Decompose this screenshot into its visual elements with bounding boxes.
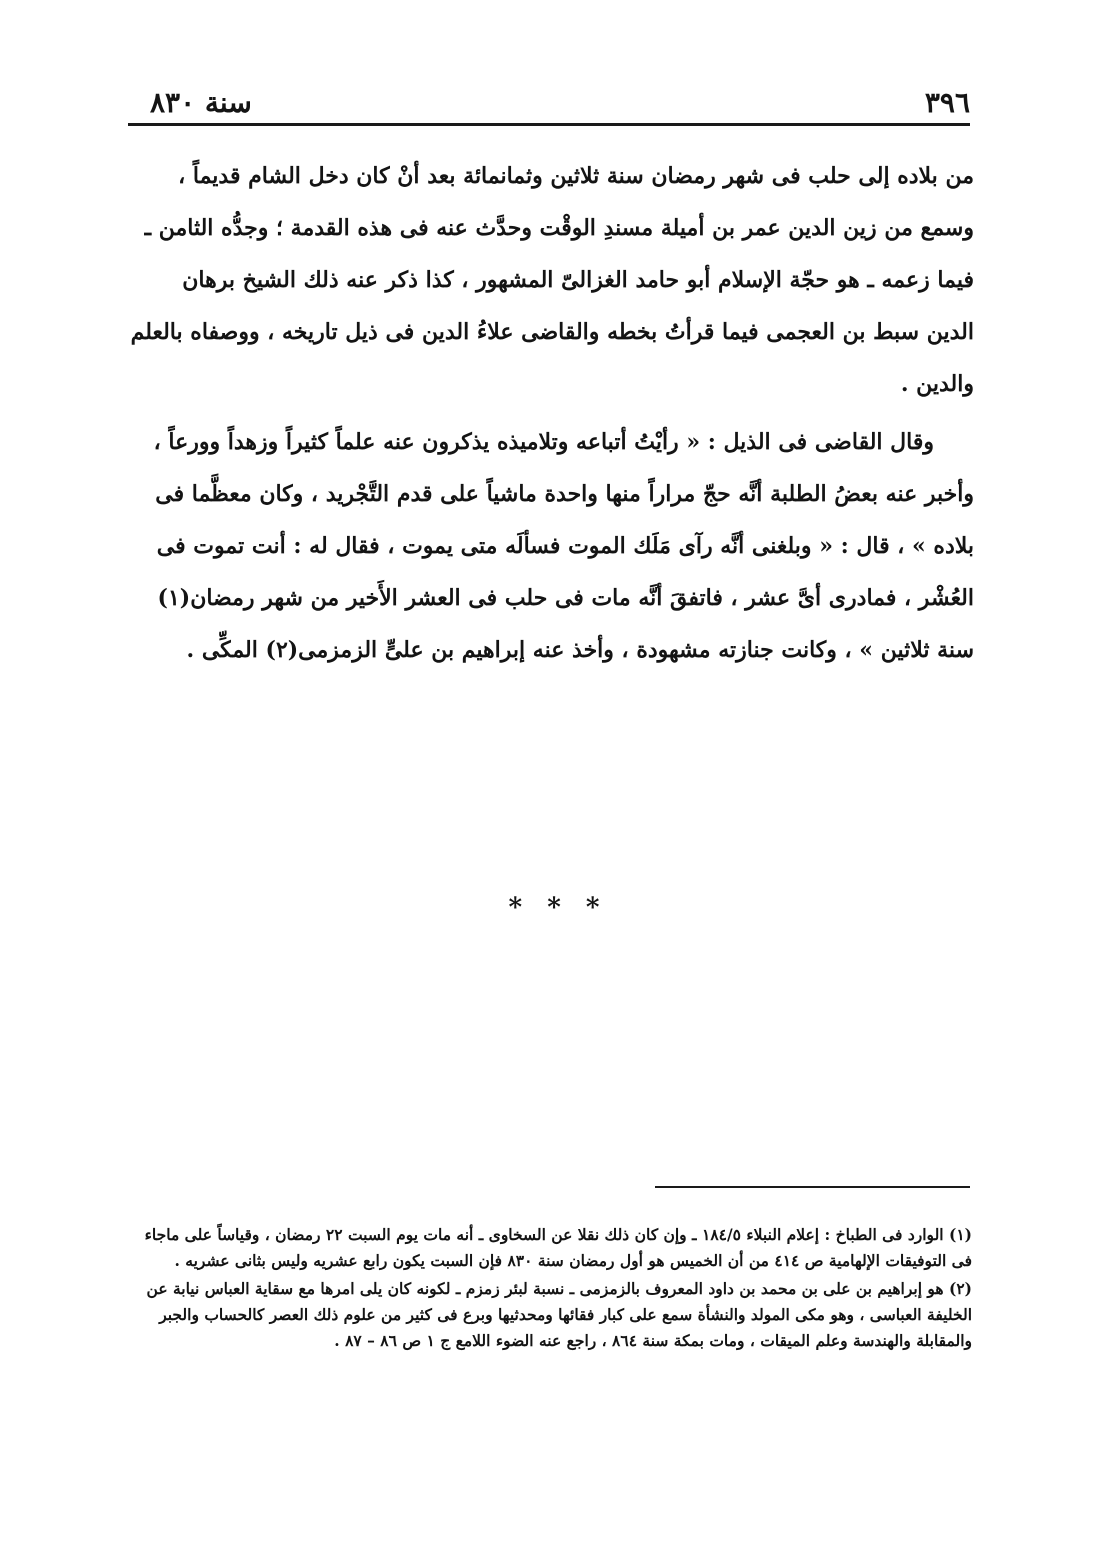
page-number: ٣٩٦: [924, 86, 970, 119]
section-separator: * * *: [508, 893, 608, 923]
footnote-rule: [655, 1186, 970, 1188]
footnote-2: (٢) هو إبراهيم بن على بن محمد بن داود المعروف بالزمزمى ـ نسبة لبئر زمزم ـ لكونه كان يلى امرها مع سقاية العباس نيابة عن الخليفة العباسى ، وهو مكى المولد والنشأة سمع على كبار فقائها ومحدثيها وبرع فى كثير من علوم ذلك العصر كالحساب والجبر والمقابلة والهندسة وعلم الميقات ، ومات بمكة سنة ٨٦٤ ، راجع عنه الضوء اللامع ج ١ ص ٨٦ – ٨٧ .: [146, 1279, 972, 1350]
paragraph-1: من بلاده إلى حلب فى شهر رمضان سنة ثلاثين وثمانمائة بعد أنْ كان دخل الشام قديماً ، وسمع من زين الدين عمر بن أميلة مسندِ الوقْت وحدَّث عنه فى هذه القدمة ؛ وجدُّه الثامن ـ فيما زعمه ـ هو حجّة الإسلام أبو حامد الغزالىّ المشهور ، كذا ذكر عنه ذلك الشيخ برهان الدين سبط بن العجمى فيما قرأتُ بخطه والقاضى علاءُ الدين فى ذيل تاريخه ، ووصفاه بالعلم والدين .: [130, 163, 974, 397]
footnote-1: (١) الوارد فى الطباخ : إعلام النبلاء ١٨٤/٥ ـ وإن كان ذلك نقلا عن السخاوى ـ أنه مات يوم السبت ٢٢ رمضان ، وقياساً على ماجاء فى التوفيقات الإلهامية ص ٤١٤ من أن الخميس هو أول رمضان سنة ٨٣٠ فإن السبت يكون رابع عشريه وليس بثانى عشريه .: [144, 1225, 972, 1270]
main-text: [130, 150, 974, 676]
paragraph-2: وقال القاضى فى الذيل : « رأيْتُ أتباعه وتلاميذه يذكرون عنه علماً كثيراً وزهداً وورعاً ، وأخبر عنه بعضُ الطلبة أنَّه حجّ مراراً منها واحدة ماشياً على قدم التَّجْريد ، وكان معظَّما فى بلاده » ، قال : « وبلغنى أنَّه رآى مَلَك الموت فسألَه متى يموت ، فقال له : أنت تموت فى العُشْر ، فمادرى أىَّ عشر ، فاتفقَ أنَّه مات فى حلب فى العشر الأَخير من شهر رمضان(١) سنة ثلاثين » ، وكانت جنازته مشهودة ، وأخذ عنه إبراهيم بن علىٍّ الزمزمى(٢) المكِّى .: [153, 429, 974, 663]
running-head: سنة ٨٣٠: [150, 86, 252, 119]
header-rule: [128, 123, 970, 126]
footnotes: [128, 1222, 972, 1354]
page-header: [128, 86, 970, 122]
